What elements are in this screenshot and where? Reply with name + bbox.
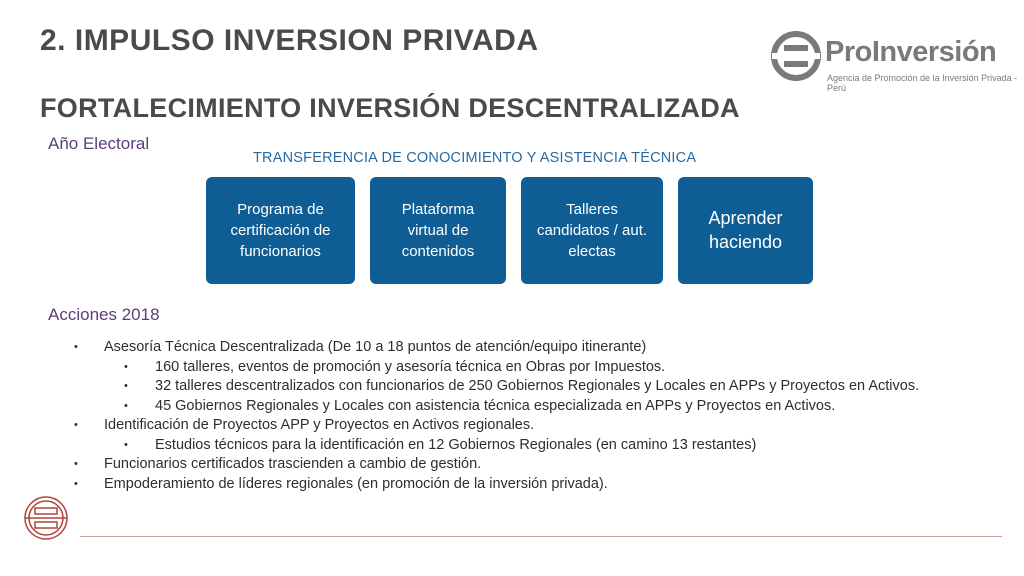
list-item xyxy=(60,436,1010,456)
brand-name: ProInversión xyxy=(825,36,997,68)
list-item-text: Asesoría Técnica Descentralizada (De 10 a 18 puntos de atención/equipo itinerante) xyxy=(104,339,647,355)
bullet-icon: • xyxy=(74,419,78,431)
bullet-icon: • xyxy=(74,477,78,490)
corner-emblem-icon xyxy=(22,494,70,542)
card-candidate-workshops: Talleres candidatos / aut. electas xyxy=(521,177,663,284)
list-item xyxy=(60,377,1010,397)
bullet-icon: • xyxy=(124,360,128,373)
proinversion-logo-icon xyxy=(770,30,822,82)
list-item-text: 160 talleres, eventos de promoción y asesoría técnica en Obras por Impuestos. xyxy=(155,358,666,375)
bullet-icon: • xyxy=(124,380,128,392)
list-item-text: 32 talleres descentralizados con funcionarios de 250 Gobiernos Regionales y Locales en APPs y Proyectos en Activos. xyxy=(155,378,920,394)
brand-tagline: Agencia de Promoción de la Inversión Privada - Perú xyxy=(827,73,1018,93)
bullet-icon: • xyxy=(74,341,78,353)
card-virtual-platform: Plataforma virtual de contenidos xyxy=(370,177,506,284)
list-item xyxy=(60,397,1010,417)
bullet-icon: • xyxy=(124,438,128,451)
slide-subtitle: FORTALECIMIENTO INVERSIÓN DESCENTRALIZADA xyxy=(40,93,740,123)
list-item xyxy=(60,358,1010,378)
card-certification-program: Programa de certificación de funcionarios xyxy=(206,177,355,284)
footer-divider xyxy=(80,536,1002,537)
list-item-text: Empoderamiento de líderes regionales (en promoción de la inversión privada). xyxy=(104,475,608,492)
electoral-year-label: Año Electoral xyxy=(48,134,150,153)
card-learn-by-doing: Aprender haciendo xyxy=(678,177,813,284)
bullet-icon: • xyxy=(74,458,78,470)
slide-title: 2. IMPULSO INVERSION PRIVADA xyxy=(40,24,539,57)
list-item-text: Estudios técnicos para la identificación en 12 Gobiernos Regionales (en camino 13 restantes) xyxy=(155,436,757,453)
list-item xyxy=(60,475,1010,495)
bullet-icon: • xyxy=(124,399,128,412)
transfer-title: TRANSFERENCIA DE CONOCIMIENTO Y ASISTENCIA TÉCNICA xyxy=(253,150,697,166)
list-item xyxy=(60,416,1010,436)
list-item-text: Funcionarios certificados trascienden a cambio de gestión. xyxy=(104,456,482,472)
actions-list xyxy=(60,338,1010,494)
actions-label: Acciones 2018 xyxy=(48,305,160,324)
list-item xyxy=(60,338,1010,358)
list-item-text: 45 Gobiernos Regionales y Locales con asistencia técnica especializada en APPs y Proyectos en Activos. xyxy=(155,397,836,414)
list-item xyxy=(60,455,1010,475)
list-item-text: Identificación de Proyectos APP y Proyectos en Activos regionales. xyxy=(104,417,535,433)
